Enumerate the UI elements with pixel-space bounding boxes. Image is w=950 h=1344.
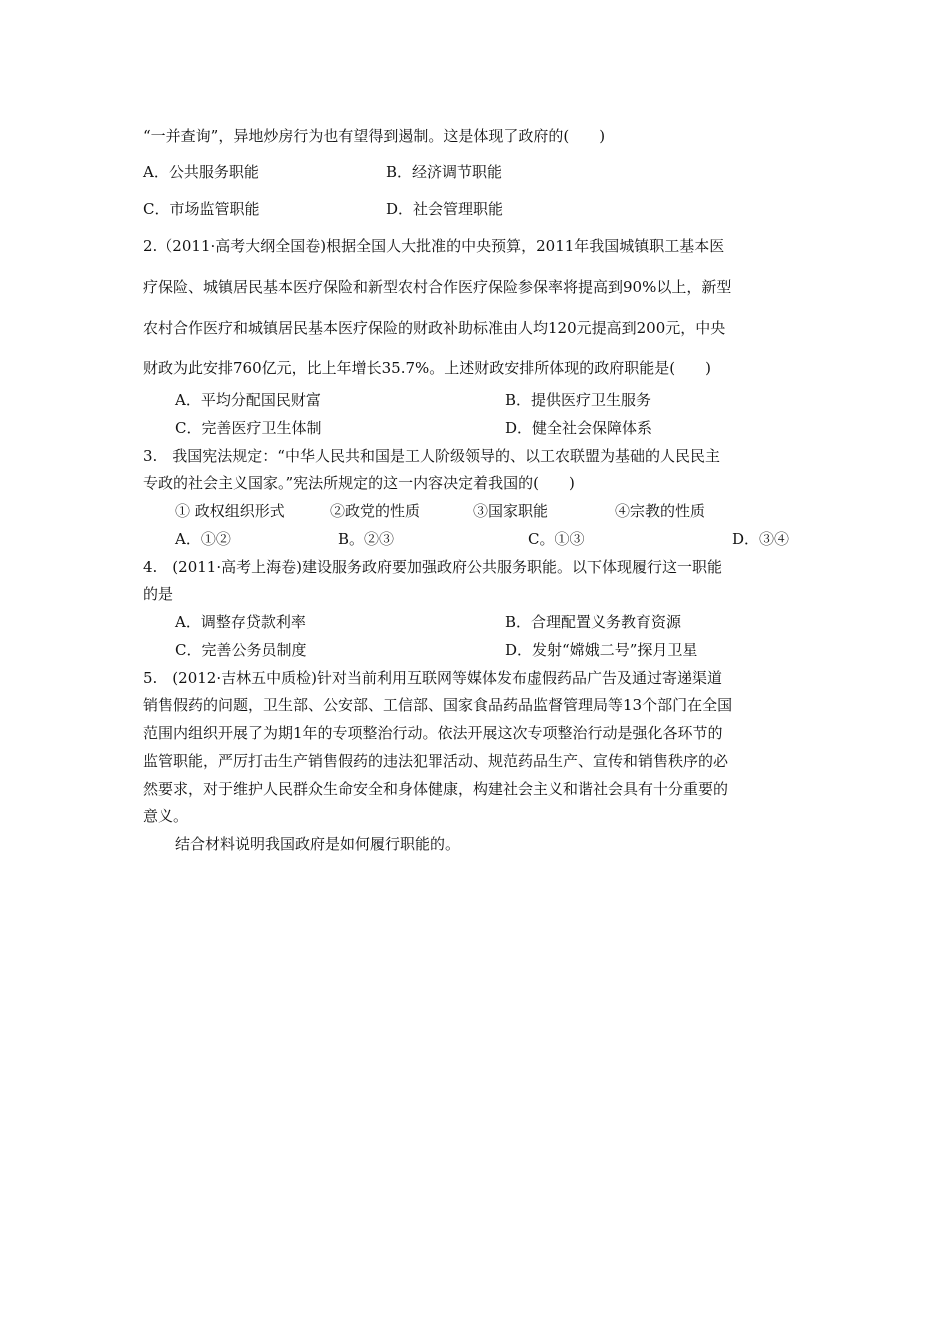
q5-line-2: 销售假药的问题，卫生部、公安部、工信部、国家食品药品监督管理局等13个部门在全国: [143, 696, 733, 714]
q1-option-c: C．市场监管职能: [143, 200, 260, 218]
q3-option-b: B。②③: [338, 530, 395, 548]
q3-line-2: 专政的社会主义国家。”宪法所规定的这一内容决定着我国的( ): [143, 474, 575, 492]
q4-option-a: A．调整存贷款利率: [175, 613, 306, 631]
q2-line-4: 财政为此安排760亿元，比上年增长35.7%。上述财政安排所体现的政府职能是( ): [143, 359, 711, 377]
q3-option-c: C。①③: [528, 530, 585, 548]
q3-option-a: A．①②: [175, 530, 231, 548]
q3-item-3: ③国家职能: [473, 502, 549, 520]
q2-line-1: 2.（2011·高考大纲全国卷)根据全国人大批准的中央预算，2011年我国城镇职工基本医: [143, 237, 725, 255]
q3-item-2: ②政党的性质: [330, 502, 421, 520]
q3-item-4: ④宗教的性质: [615, 502, 706, 520]
q5-line-1: 5. (2012·吉林五中质检)针对当前利用互联网等媒体发布虚假药品广告及通过寄递渠道: [143, 669, 722, 687]
q3-item-1: ① 政权组织形式: [175, 502, 285, 520]
q5-line-3: 范围内组织开展了为期1年的专项整治行动。依法开展这次专项整治行动是强化各环节的: [143, 724, 723, 742]
q1-option-b: B．经济调节职能: [386, 163, 503, 181]
q5-prompt: 结合材料说明我国政府是如何履行职能的。: [175, 835, 461, 853]
question-1-tail: “一并查询”，异地炒房行为也有望得到遏制。这是体现了政府的( ): [143, 127, 606, 145]
q1-option-d: D．社会管理职能: [386, 200, 504, 218]
q4-line-2: 的是: [143, 585, 174, 603]
q2-option-c: C．完善医疗卫生体制: [175, 419, 322, 437]
q2-line-3: 农村合作医疗和城镇居民基本医疗保险的财政补助标准由人均120元提高到200元，中央: [143, 319, 726, 337]
q2-option-a: A．平均分配国民财富: [175, 391, 321, 409]
q4-option-d: D．发射“嫦娥二号”探月卫星: [505, 641, 698, 659]
q2-option-b: B．提供医疗卫生服务: [505, 391, 652, 409]
q5-line-6: 意义。: [143, 807, 189, 825]
q4-option-c: C．完善公务员制度: [175, 641, 307, 659]
q1-option-a: A．公共服务职能: [143, 163, 259, 181]
q2-line-2: 疗保险、城镇居民基本医疗保险和新型农村合作医疗保险参保率将提高到90%以上，新型: [143, 278, 732, 296]
q4-line-1: 4. (2011·高考上海卷)建设服务政府要加强政府公共服务职能。以下体现履行这一职能: [143, 558, 722, 576]
q3-line-1: 3. 我国宪法规定：“中华人民共和国是工人阶级领导的、以工农联盟为基础的人民民主: [143, 447, 720, 465]
q2-option-d: D．健全社会保障体系: [505, 419, 653, 437]
q5-line-5: 然要求，对于维护人民群众生命安全和身体健康，构建社会主义和谐社会具有十分重要的: [143, 780, 729, 798]
q3-option-d: D．③④: [732, 530, 790, 548]
q4-option-b: B．合理配置义务教育资源: [505, 613, 682, 631]
q5-line-4: 监管职能，严厉打击生产销售假药的违法犯罪活动、规范药品生产、宣传和销售秩序的必: [143, 752, 729, 770]
